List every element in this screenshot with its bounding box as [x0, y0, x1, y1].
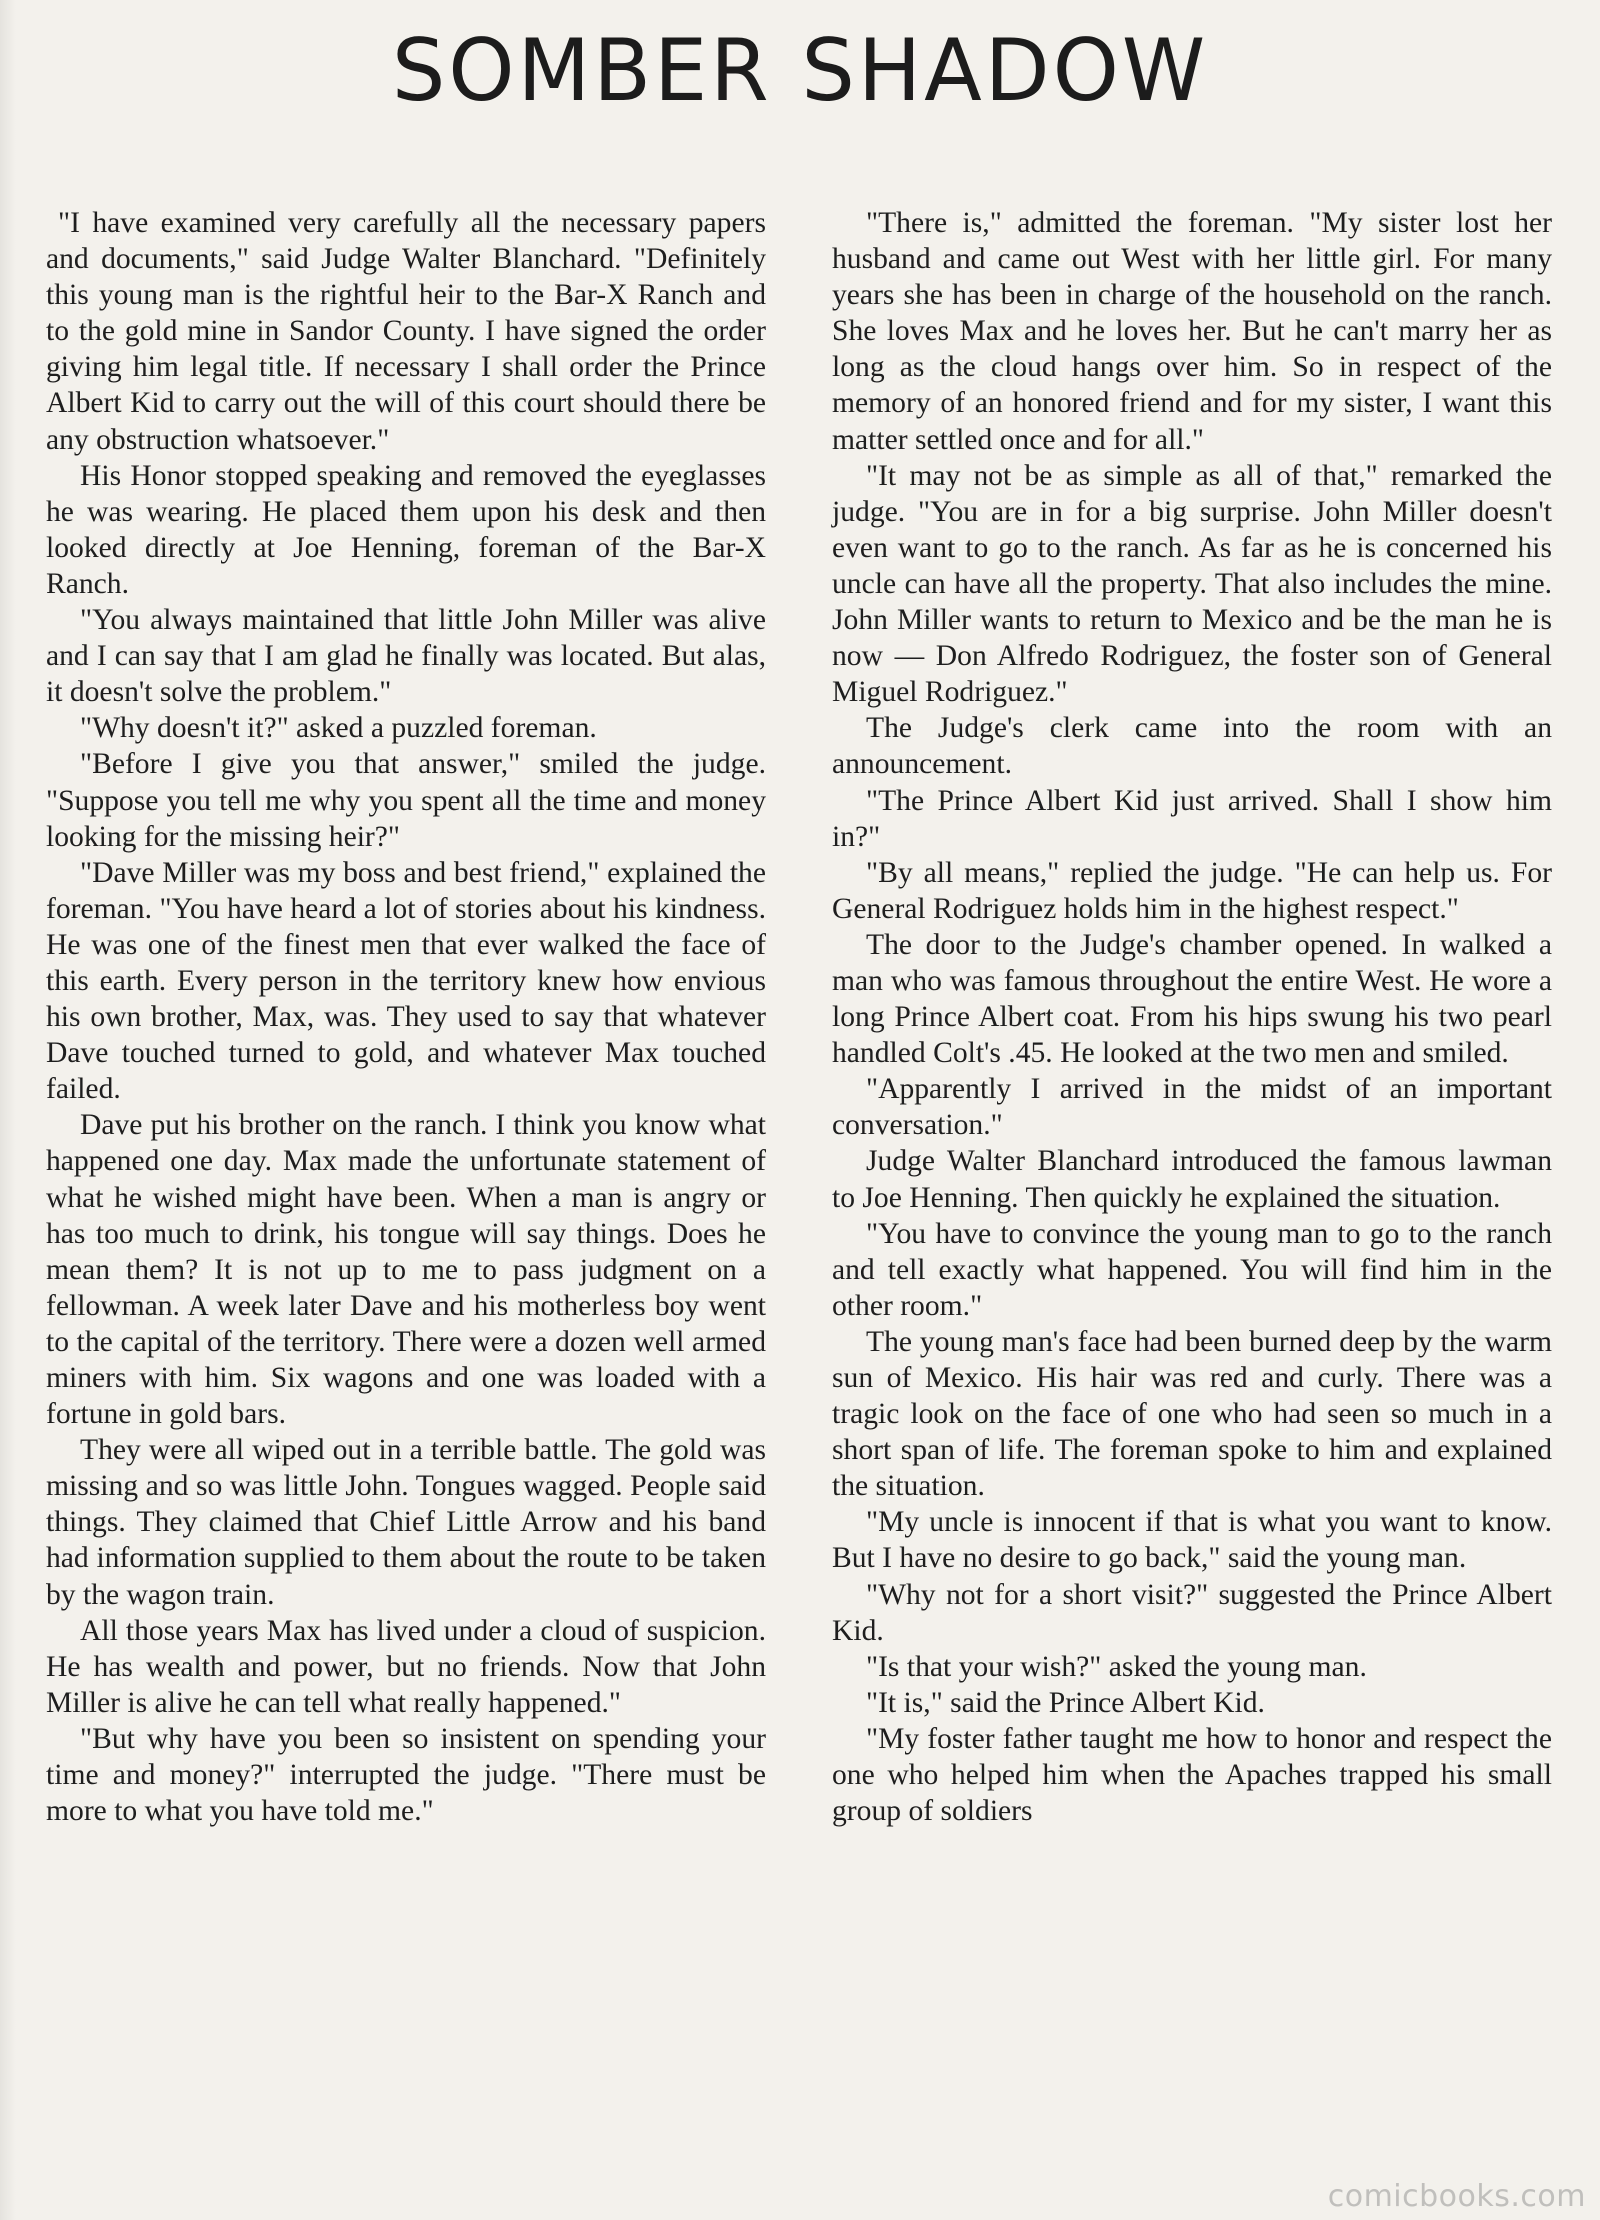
page-title: SOMBER SHADOW	[391, 21, 1209, 121]
paragraph: Dave put his brother on the ranch. I think you know what happened one day. Max made the unfortunate statement of what he wished might have been. When a man is angry or has too much to drink, his tongue will say things. Does he mean them? It is not up to me to pass judgment on a fellowman. A week later Dave and his motherless boy went to the capital of the territory. There were a dozen well armed miners with him. Six wagons and one was loaded with a fortune in gold bars.	[46, 1109, 766, 1431]
paragraph: The door to the Judge's chamber opened. In walked a man who was famous throughout the entire West. He wore a long Prince Albert coat. From his hips swung his two pearl handled Colt's .45. He looked at the two men and smiled.	[832, 928, 1552, 1070]
paragraph: The Judge's clerk came into the room with an announcement.	[832, 712, 1552, 781]
paragraph: "By all means," replied the judge. "He can help us. For General Rodriguez holds him in the highest respect."	[832, 856, 1552, 925]
paragraph: "You have to convince the young man to go to the ranch and tell exactly what happened. You will find him in the other room."	[832, 1217, 1552, 1322]
paragraph: His Honor stopped speaking and removed the eyeglasses he was wearing. He placed them upon his desk and then looked directly at Joe Henning, foreman of the Bar-X Ranch.	[46, 459, 766, 600]
paragraph: "Dave Miller was my boss and best friend," explained the foreman. "You have heard a lot of stories about his kindness. He was one of the finest men that ever walked the face of this earth. Every person in the territory knew how envious his own brother, Max, was. They used to say that whatever Dave touched turned to gold, and whatever Max touched failed.	[46, 856, 766, 1106]
paragraph: The young man's face had been burned deep by the warm sun of Mexico. His hair was red and curly. There was a tragic look on the face of one who had seen so much in a short span of life. The foreman spoke to him and explained the situation.	[832, 1325, 1552, 1503]
paragraph: "Before I give you that answer," smiled the judge. "Suppose you tell me why you spent all the time and money looking for the missing heir?"	[46, 748, 766, 853]
paragraph: "My uncle is innocent if that is what you want to know. But I have no desire to go back," said the young man.	[832, 1506, 1552, 1575]
left-column	[46, 205, 766, 1829]
paragraph: "There is," admitted the foreman. "My sister lost her husband and came out West with her little girl. For many years she has been in charge of the household on the ranch. She loves Max and he loves her. But he can't marry her as long as the cloud hangs over him. So in respect of the memory of an honored friend and for my sister, I want this matter settled once and for all."	[832, 207, 1552, 456]
paragraph: "You always maintained that little John Miller was alive and I can say that I am glad he finally was located. But alas, it doesn't solve the problem."	[46, 604, 766, 709]
paragraph: "My foster father taught me how to honor and respect the one who helped him when the Apaches trapped his small group of soldiers	[832, 1722, 1552, 1828]
paragraph: "Why doesn't it?" asked a puzzled foreman.	[80, 712, 597, 745]
watermark: comicbooks.com	[1327, 2179, 1586, 2214]
paragraph: "Is that your wish?" asked the young man.	[866, 1650, 1367, 1683]
paragraph: "It may not be as simple as all of that," remarked the judge. "You are in for a big surprise. John Miller doesn't even want to go to the ranch. As far as he is concerned his uncle can have all the property. That also includes the mine. John Miller wants to return to Mexico and be the man he is now — Don Alfredo Rodriguez, the foster son of General Miguel Rodriguez."	[832, 459, 1552, 709]
paragraph: "It is," said the Prince Albert Kid.	[866, 1686, 1265, 1719]
paragraph: Judge Walter Blanchard introduced the famous lawman to Joe Henning. Then quickly he explained the situation.	[832, 1145, 1552, 1214]
paragraph: They were all wiped out in a terrible battle. The gold was missing and so was little John. Tongues wagged. People said things. They claimed that Chief Little Arrow and his band had information supplied to them about the route to be taken by the wagon train.	[46, 1434, 766, 1611]
paragraph: "The Prince Albert Kid just arrived. Shall I show him in?"	[832, 784, 1552, 853]
paragraph: "I have examined very carefully all the necessary papers and documents," said Judge Walter Blanchard. "Definitely this young man is the rightful heir to the Bar-X Ranch and to the gold mine in Sandor County. I have signed the order giving him legal title. If necessary I shall order the Prince Albert Kid to carry out the will of this court should there be any obstruction whatsoever."	[46, 207, 766, 456]
right-column	[832, 205, 1552, 1829]
paragraph: "Why not for a short visit?" suggested the Prince Albert Kid.	[832, 1578, 1552, 1647]
page-edge-shadow	[0, 0, 16, 2220]
paragraph: "Apparently I arrived in the midst of an important conversation."	[832, 1073, 1552, 1142]
paragraph: All those years Max has lived under a cloud of suspicion. He has wealth and power, but no friends. Now that John Miller is alive he can tell what really happened."	[46, 1614, 766, 1719]
paragraph: "But why have you been so insistent on spending your time and money?" interrupted the judge. "There must be more to what you have told me."	[46, 1722, 766, 1828]
